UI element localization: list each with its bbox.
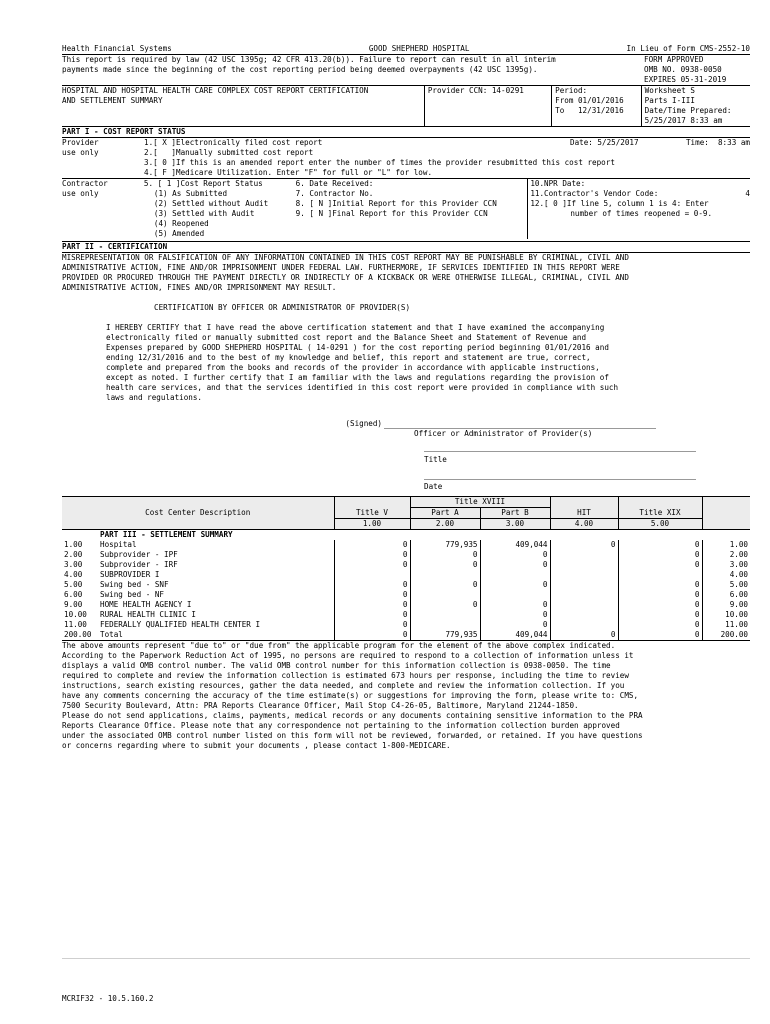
col-header-part-a: Part A	[410, 508, 480, 519]
part-b-value: 0	[480, 600, 550, 610]
worksheet-label: Worksheet S	[644, 86, 695, 95]
certification-body	[62, 323, 750, 403]
part-a-value: 0	[410, 550, 480, 560]
title-signature-line	[62, 451, 750, 465]
title-xix-value: 0	[618, 600, 702, 610]
line-number-right: 1.00	[702, 540, 750, 550]
hit-value	[550, 570, 618, 580]
provider-ccn: Provider CCN: 14-0291	[427, 86, 524, 95]
line-number: 200.00	[64, 630, 92, 639]
report-title-line-1: HOSPITAL AND HOSPITAL HEALTH CARE COMPLEX COST REPORT CERTIFICATION	[62, 86, 369, 95]
settlement-summary-table	[62, 496, 750, 640]
warning-line-3: PROVIDED OR PROCURED THROUGH THE PAYMENT DIRECTLY OR INDIRECTLY OF A KICKBACK OR WERE OTHERWISE ILLEGAL, CRIMINAL, CIVIL AND	[62, 273, 629, 282]
period-to: To 12/31/2016	[555, 106, 624, 115]
col-header-part-b: Part B	[480, 508, 550, 519]
title-xix-value: 0	[618, 540, 702, 550]
col-number-1: 1.00	[334, 519, 410, 530]
signature-block	[62, 419, 750, 439]
title-v-value: 0	[334, 550, 410, 560]
table-row	[62, 550, 750, 560]
part-a-value: 779,935	[410, 540, 480, 550]
part-b-value: 0	[480, 580, 550, 590]
title-v-value	[334, 570, 410, 580]
page-header	[62, 44, 750, 54]
table-row	[62, 590, 750, 600]
title-v-value: 0	[334, 590, 410, 600]
line-number-right: 6.00	[702, 590, 750, 600]
software-version-id: MCRIF32 - 10.5.160.2	[62, 994, 154, 1003]
part-a-value	[410, 570, 480, 580]
line-number-right: 2.00	[702, 550, 750, 560]
provider-use-section	[62, 138, 750, 178]
certification-heading: CERTIFICATION BY OFFICER OR ADMINISTRATOR OF PROVIDER(S)	[154, 303, 411, 312]
contractor-number: 7. Contractor No.	[295, 189, 374, 198]
table-row	[62, 610, 750, 620]
reopened-count-line-2: number of times reopened = 0-9.	[570, 209, 713, 218]
cost-center-description: RURAL HEALTH CLINIC I	[100, 610, 197, 619]
line-number-right: 3.00	[702, 560, 750, 570]
certification-line-7: health care services, and that the services identified in this cost report were provided in compliance with such	[106, 383, 619, 392]
status-amended: (5) Amended	[153, 229, 205, 238]
line-number: 4.00	[64, 570, 83, 579]
part-b-value: 409,044	[480, 630, 550, 640]
notes-block	[62, 641, 750, 751]
warning-paragraph	[62, 253, 750, 293]
header-right: In Lieu of Form CMS-2552-10	[626, 44, 750, 53]
table-row	[62, 630, 750, 640]
part-b-value	[480, 590, 550, 600]
notice-line-2: payments made since the beginning of the cost reporting period being deemed overpayments (42 USC 1395g).	[62, 65, 538, 74]
cost-center-description: HOME HEALTH AGENCY I	[100, 600, 192, 609]
vendor-code-value: 4	[745, 189, 750, 198]
cost-center-description: Swing bed - SNF	[100, 580, 169, 589]
signed-label: (Signed)	[345, 419, 382, 428]
part-a-value: 0	[410, 580, 480, 590]
table-row	[62, 570, 750, 580]
reopened-count-line-1: 12.[ 0 ]If line 5, column 1 is 4: Enter	[530, 199, 709, 208]
title-xix-value: 0	[618, 590, 702, 600]
cost-report-status: 5. [ 1 ]Cost Report Status	[143, 179, 263, 188]
cost-center-description: Subprovider - IRF	[100, 560, 178, 569]
title-label: Title	[424, 455, 447, 464]
provider-use-label-2: use only	[62, 148, 99, 157]
part-b-value: 0	[480, 560, 550, 570]
part-1-heading: PART I - COST REPORT STATUS	[62, 127, 186, 136]
note-line-1: The above amounts represent "due to" or "due from" the applicable program for the element of the above complex indicated.	[62, 641, 616, 650]
header-left: Health Financial Systems	[62, 44, 172, 53]
line-number: 10.00	[64, 610, 87, 619]
period-label: Period:	[555, 86, 588, 95]
certification-line-2: electronically filed or manually submitted cost report and the Balance Sheet and Statement of Revenue and	[106, 333, 587, 342]
title-xix-value: 0	[618, 560, 702, 570]
table-row	[62, 600, 750, 610]
status-item-4: 4.[ F ]Medicare Utilization. Enter "F" for full or "L" for low.	[144, 168, 433, 177]
part-2-heading: PART II - CERTIFICATION	[62, 242, 168, 251]
line-number: 6.00	[64, 590, 83, 599]
warning-line-4: ADMINISTRATIVE ACTION, FINES AND/OR IMPRISONMENT MAY RESULT.	[62, 283, 337, 292]
title-v-value: 0	[334, 600, 410, 610]
expires-date: EXPIRES 05-31-2019	[644, 75, 727, 84]
col-header-description: Cost Center Description	[62, 497, 334, 530]
title-v-value: 0	[334, 540, 410, 550]
note-line-10: under the associated OMB control number listed on this form will not be reviewed, forwarded, or retained. If you have questions	[62, 731, 643, 740]
hit-value	[550, 550, 618, 560]
line-number: 3.00	[64, 560, 83, 569]
part-b-value: 409,044	[480, 540, 550, 550]
part-b-value: 0	[480, 550, 550, 560]
date-received: 6. Date Received:	[295, 179, 374, 188]
line-number: 9.00	[64, 600, 83, 609]
date-time-prepared-value: 5/25/2017 8:33 am	[644, 116, 723, 125]
table-row	[62, 560, 750, 570]
officer-label: Officer or Administrator of Provider(s)	[414, 429, 593, 438]
date-time-prepared-label: Date/Time Prepared:	[644, 106, 732, 115]
electronic-filing-time: Time: 8:33 am	[685, 138, 750, 147]
vendor-code-label: 11.Contractor's Vendor Code:	[530, 189, 659, 198]
col-number-5: 5.00	[618, 519, 702, 530]
provider-use-label-1: Provider	[62, 138, 99, 147]
col-number-2: 2.00	[410, 519, 480, 530]
warning-line-1: MISREPRESENTATION OR FALSIFICATION OF ANY INFORMATION CONTAINED IN THIS COST REPORT MAY BE PUNISHABLE BY CRIMINAL, CIVIL AND	[62, 253, 629, 262]
status-as-submitted: (1) As Submitted	[153, 189, 228, 198]
note-line-9: Reports Clearance Office. Please note that any correspondence not pertaining to the information collection burden approved	[62, 721, 620, 730]
initial-report-flag: 8. [ N ]Initial Report for this Provider CCN	[295, 199, 497, 208]
form-approved: FORM APPROVED	[644, 55, 704, 64]
header-center: GOOD SHEPHERD HOSPITAL	[368, 44, 470, 53]
title-xviii-header: Title XVIII	[410, 497, 550, 508]
footer-divider	[62, 958, 750, 959]
line-number: 2.00	[64, 550, 83, 559]
status-reopened: (4) Reopened	[153, 219, 209, 228]
table-row	[62, 620, 750, 630]
hit-value	[550, 610, 618, 620]
title-xix-value: 0	[618, 620, 702, 630]
title-xix-value: 0	[618, 610, 702, 620]
hit-value	[550, 590, 618, 600]
note-line-2: According to the Paperwork Reduction Act of 1995, no persons are required to respond to a collection of information unless it	[62, 651, 634, 660]
status-item-2: 2.[ ]Manually submitted cost report	[144, 148, 314, 157]
cost-report-page	[62, 44, 750, 751]
col-header-hit: HIT	[550, 508, 618, 519]
hit-value	[550, 580, 618, 590]
note-line-4: required to complete and review the information collection is estimated 673 hours per response, including the time to review	[62, 671, 629, 680]
line-number-right: 5.00	[702, 580, 750, 590]
hit-value: 0	[550, 540, 618, 550]
electronic-filing-date: Date: 5/25/2017	[570, 138, 639, 147]
date-label: Date	[424, 482, 443, 491]
note-line-5: instructions, search existing resources, gather the data needed, and complete and review the information collection. If you	[62, 681, 625, 690]
part-b-value	[480, 570, 550, 580]
note-line-8: Please do not send applications, claims, payments, medical records or any documents containing sensitive information to the PRA	[62, 711, 643, 720]
col-header-title-xix: Title XIX	[618, 508, 702, 519]
title-xix-value: 0	[618, 630, 702, 640]
hit-value	[550, 600, 618, 610]
cost-center-description: Swing bed - NF	[100, 590, 165, 599]
contractor-use-label-2: use only	[62, 189, 99, 198]
table-row	[62, 580, 750, 590]
report-title-line-2: AND SETTLEMENT SUMMARY	[62, 96, 163, 105]
status-settled-without-audit: (2) Settled without Audit	[153, 199, 269, 208]
part-a-value	[410, 620, 480, 630]
col-number-4: 4.00	[550, 519, 618, 530]
part-b-value: 0	[480, 610, 550, 620]
title-v-value: 0	[334, 580, 410, 590]
period-from: From 01/01/2016	[555, 96, 624, 105]
cost-center-description: SUBPROVIDER I	[100, 570, 160, 579]
hit-value	[550, 560, 618, 570]
title-block	[62, 86, 750, 126]
contractor-use-section	[62, 179, 750, 239]
certification-line-5: complete and prepared from the books and records of the provider in accordance with applicable instructions,	[106, 363, 600, 372]
part-3-heading: PART III - SETTLEMENT SUMMARY	[100, 530, 233, 539]
certification-line-4: ending 12/31/2016 and to the best of my knowledge and belief, this report and statement are true, correct,	[106, 353, 591, 362]
col-number-3: 3.00	[480, 519, 550, 530]
hit-value: 0	[550, 630, 618, 640]
cost-center-description: Total	[100, 630, 123, 639]
certification-line-1: I HEREBY CERTIFY that I have read the above certification statement and that I have examined the accompanying	[106, 323, 605, 332]
line-number-right: 10.00	[702, 610, 750, 620]
table-row	[62, 540, 750, 550]
certification-line-8: laws and regulations.	[106, 393, 203, 402]
npr-date: 10.NPR Date:	[530, 179, 586, 188]
certification-line-6: except as noted. I further certify that I am familiar with the laws and regulations regarding the provision of	[106, 373, 609, 382]
note-line-11: or concerns regarding where to submit your documents , please contact 1-800-MEDICARE.	[62, 741, 451, 750]
status-item-1: 1.[ X ]Electronically filed cost report	[144, 138, 323, 147]
part-a-value	[410, 610, 480, 620]
note-line-6: have any comments concerning the accuracy of the time estimate(s) or suggestions for improving the form, please write to: CMS,	[62, 691, 639, 700]
line-number: 5.00	[64, 580, 83, 589]
cost-center-description: FEDERALLY QUALIFIED HEALTH CENTER I	[100, 620, 261, 629]
title-xix-value: 0	[618, 550, 702, 560]
note-line-7: 7500 Security Boulevard, Attn: PRA Reports Clearance Officer, Mail Stop C4-26-05, Baltimore, Maryland 21244-1850.	[62, 701, 579, 710]
status-item-3: 3.[ 0 ]If this is an amended report enter the number of times the provider resubmitted this cost report	[144, 158, 615, 167]
contractor-use-label-1: Contractor	[62, 179, 108, 188]
notice-line-1: This report is required by law (42 USC 1395g; 42 CFR 413.20(b)). Failure to report can result in all interim	[62, 55, 556, 64]
hit-value	[550, 620, 618, 630]
omb-number: OMB NO. 0938-0050	[644, 65, 722, 74]
part-a-value	[410, 590, 480, 600]
part-a-value: 779,935	[410, 630, 480, 640]
final-report-flag: 9. [ N ]Final Report for this Provider CCN	[295, 209, 488, 218]
parts-label: Parts I-III	[644, 96, 695, 105]
date-signature-line	[62, 479, 750, 492]
note-line-3: displays a valid OMB control number. The valid OMB control number for this information collection is 0938-0050. The time	[62, 661, 611, 670]
line-number: 11.00	[64, 620, 87, 629]
col-header-title-v: Title V	[334, 508, 410, 519]
part-a-value: 0	[410, 560, 480, 570]
title-xix-value	[618, 570, 702, 580]
notice-block	[62, 55, 750, 85]
line-number-right: 4.00	[702, 570, 750, 580]
cost-center-description: Hospital	[100, 540, 137, 549]
line-number-right: 9.00	[702, 600, 750, 610]
cost-center-description: Subprovider - IPF	[100, 550, 178, 559]
line-number-right: 11.00	[702, 620, 750, 630]
line-number-right: 200.00	[702, 630, 750, 640]
part-b-value: 0	[480, 620, 550, 630]
title-v-value: 0	[334, 560, 410, 570]
title-v-value: 0	[334, 630, 410, 640]
title-v-value: 0	[334, 620, 410, 630]
certification-line-3: Expenses prepared by GOOD SHEPHERD HOSPITAL ( 14-0291 ) for the cost reporting period beginning 01/01/2016 and	[106, 343, 609, 352]
part-a-value: 0	[410, 600, 480, 610]
status-settled-with-audit: (3) Settled with Audit	[153, 209, 255, 218]
line-number: 1.00	[64, 540, 83, 549]
warning-line-2: ADMINISTRATIVE ACTION, FINE AND/OR IMPRISONMENT UNDER FEDERAL LAW. FURTHERMORE, IF SERVICES IDENTIFIED IN THIS REPORT WERE	[62, 263, 620, 272]
title-xix-value: 0	[618, 580, 702, 590]
title-v-value: 0	[334, 610, 410, 620]
